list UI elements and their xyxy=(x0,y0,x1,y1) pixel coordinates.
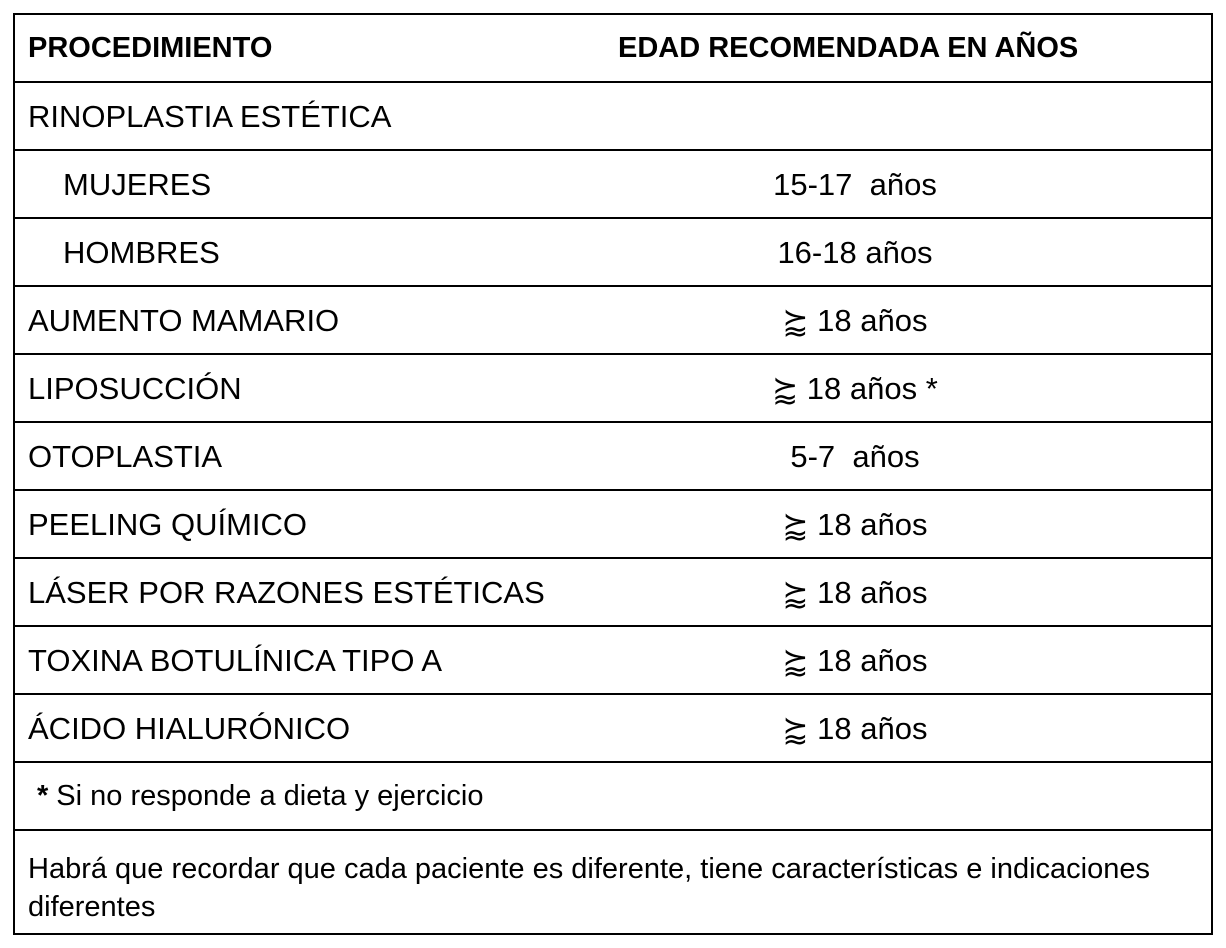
table-row xyxy=(15,83,1211,151)
procedure-cell: AUMENTO MAMARIO xyxy=(28,302,340,338)
age-cell: ⪸ 18 años * xyxy=(772,370,938,406)
final-note-row xyxy=(15,831,1211,940)
footnote-text: Si no responde a dieta y ejercicio xyxy=(56,779,484,812)
age-cell: 5-7 años xyxy=(790,438,920,474)
table-row xyxy=(15,423,1211,491)
procedure-cell: HOMBRES xyxy=(63,234,220,270)
table-row xyxy=(15,559,1211,627)
table-row xyxy=(15,151,1211,219)
age-cell xyxy=(595,83,1115,149)
footnote xyxy=(37,763,484,829)
footnote-row xyxy=(15,763,1211,831)
table-row xyxy=(15,287,1211,355)
table-row xyxy=(15,627,1211,695)
footnote-marker: * xyxy=(37,779,49,812)
procedure-cell: PEELING QUÍMICO xyxy=(28,506,308,542)
procedure-cell: MUJERES xyxy=(63,166,212,202)
age-cell: 15-17 años xyxy=(773,166,937,202)
table-header-row xyxy=(15,15,1211,83)
age-cell: ⪸ 18 años xyxy=(782,506,928,542)
table-row xyxy=(15,355,1211,423)
procedure-cell: RINOPLASTIA ESTÉTICA xyxy=(28,98,392,134)
procedure-cell: OTOPLASTIA xyxy=(28,438,223,474)
header-procedure: PROCEDIMIENTO xyxy=(28,31,273,64)
procedure-cell: TOXINA BOTULÍNICA TIPO A xyxy=(28,642,443,678)
procedure-cell: LIPOSUCCIÓN xyxy=(28,370,242,406)
table-row xyxy=(15,219,1211,287)
procedure-cell: LÁSER POR RAZONES ESTÉTICAS xyxy=(28,574,545,610)
procedures-age-table xyxy=(13,13,1213,935)
table-row xyxy=(15,695,1211,763)
procedure-cell: ÁCIDO HIALURÓNICO xyxy=(28,710,351,746)
age-cell: ⪸ 18 años xyxy=(782,710,928,746)
header-recommended-age: EDAD RECOMENDADA EN AÑOS xyxy=(618,31,1079,64)
final-note: Habrá que recordar que cada paciente es diferente, tiene características e indicaciones diferentes xyxy=(28,853,1150,923)
age-cell: ⪸ 18 años xyxy=(782,642,928,678)
age-cell: ⪸ 18 años xyxy=(782,574,928,610)
table-row xyxy=(15,491,1211,559)
age-cell: ⪸ 18 años xyxy=(782,302,928,338)
age-cell: 16-18 años xyxy=(777,234,933,270)
